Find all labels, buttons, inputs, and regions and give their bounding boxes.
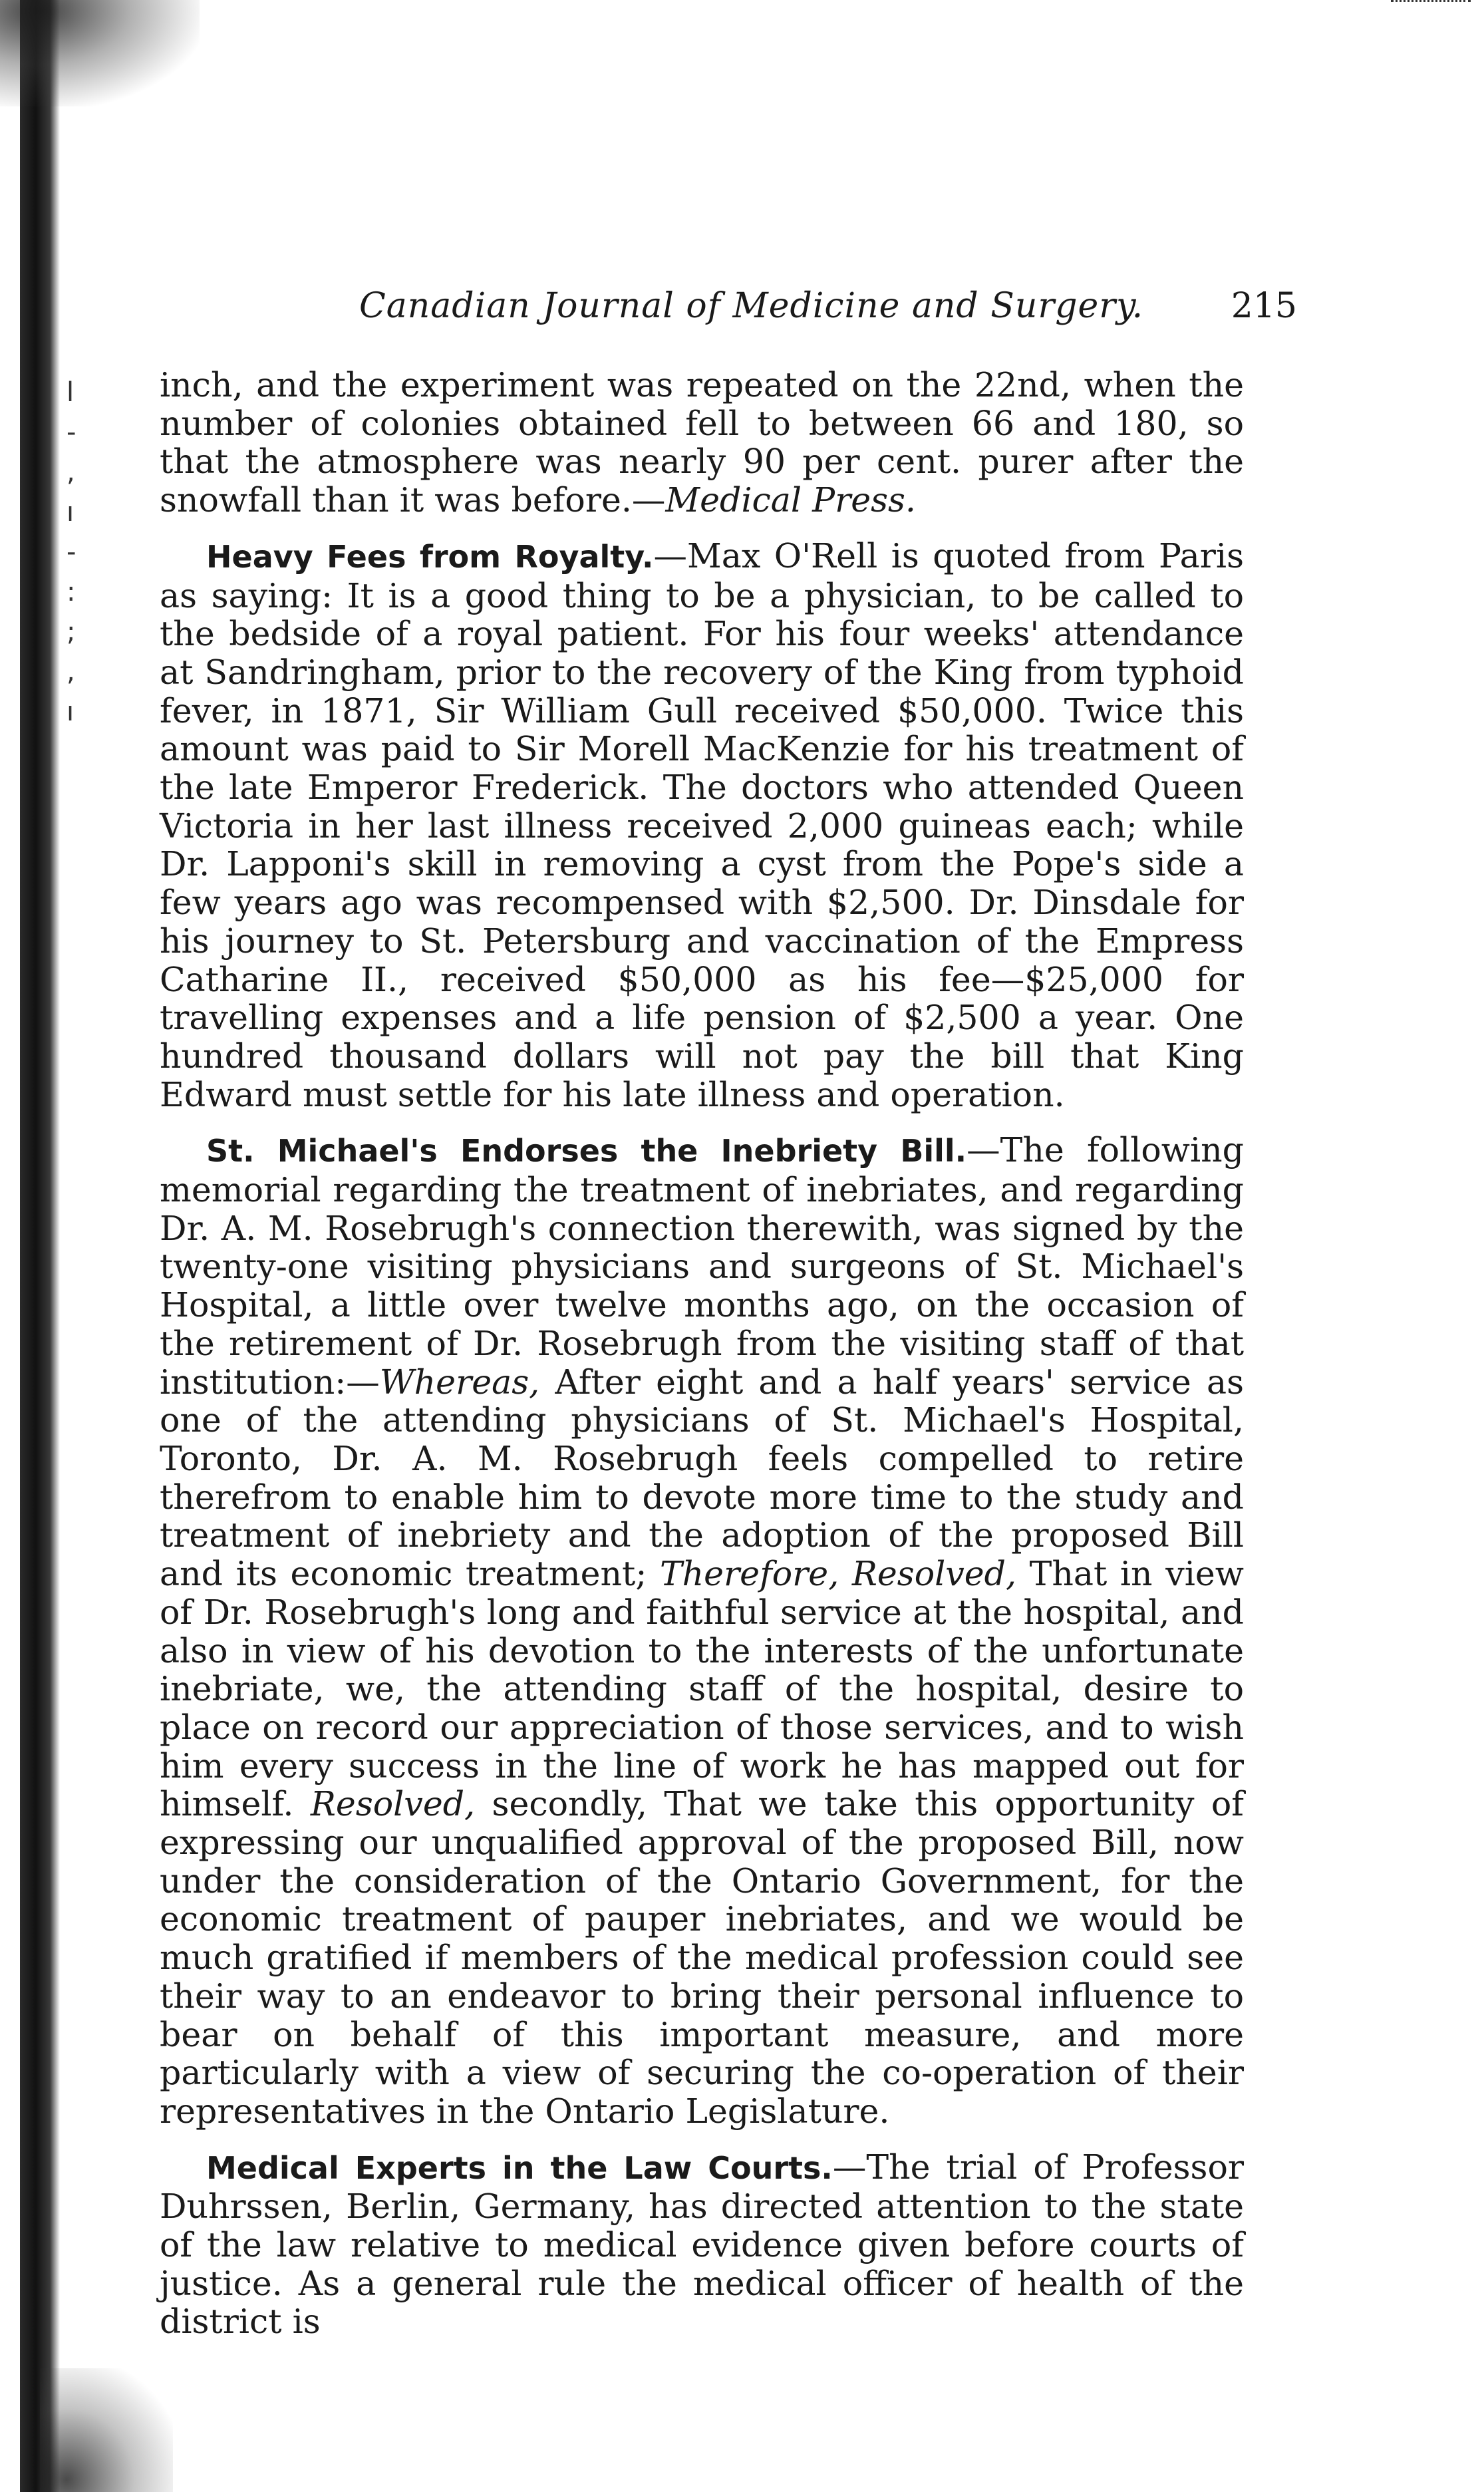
- article-italic: Therefore, Resolved,: [659, 1554, 1017, 1594]
- margin-mark: ı: [67, 697, 74, 727]
- scan-top-smudge: [0, 0, 200, 106]
- scan-corner-mark: [1391, 0, 1471, 13]
- article-heading: Medical Experts in the Law Courts.: [206, 2149, 833, 2186]
- margin-mark: -: [67, 417, 76, 448]
- article-body: [160, 366, 1244, 2358]
- article-text: secondly, That we take this opportunity of expressing our unqualified approval of the proposed Bill, now under the consideration of the Ontario Government, for the economic treatment of pauper inebriates, and we would be much gratified if members of the medical profession could see their way to an endeavor to bring their personal influence to bear on behalf of this important measure, and more particularly with a view of securing the co-operation of their representatives in the Ontario Legislature.: [160, 1784, 1244, 2131]
- article-text: inch, and the experiment was repeated on the 22nd, when the number of colonies obtained fell to between 66 and 180, so that the atmosphere was nearly 90 per cent. purer after the snowfall than it was before.—: [160, 365, 1244, 520]
- article-text: —The following memorial regarding the treatment of inebriates, and regarding Dr. A. M. Rosebrugh's connection therewith, was signed by the twenty-one visiting physicians and surgeons of St. Michael's Hospital, a little over twelve months ago, on the occasion of the retirement of Dr. Rosebrugh from the visiting staff of that institution:—: [160, 1130, 1244, 1402]
- article-heading: St. Michael's Endorses the Inebriety Bill.: [206, 1133, 967, 1169]
- article-medical-experts: [160, 2148, 1244, 2342]
- margin-marks: [67, 373, 86, 732]
- article-heavy-fees: [160, 537, 1244, 1114]
- article-text: That in view of Dr. Rosebrugh's long and faithful service at the hospital, and also in view of his devotion to the interests of the unfortunate inebriate, we, the attending staff of the hospital, desire to place on record our appreciation of those services, and to wish him every success in the line of work he has mapped out for himself.: [160, 1554, 1244, 1824]
- journal-title: Canadian Journal of Medicine and Surgery.: [359, 286, 1144, 326]
- margin-mark: ;: [67, 617, 76, 647]
- margin-mark: -: [67, 537, 76, 567]
- running-head: [206, 286, 1297, 339]
- article-source: Medical Press.: [665, 480, 916, 520]
- scan-binding-shadow: [20, 0, 60, 2492]
- margin-mark: l: [67, 377, 74, 408]
- margin-mark: ,: [67, 457, 75, 488]
- margin-mark: ,: [67, 657, 75, 687]
- article-continuation: [160, 366, 1244, 520]
- article-heading: Heavy Fees from Royalty.: [206, 538, 654, 575]
- scan-bottom-smudge: [40, 2368, 173, 2492]
- article-text: —The trial of Professor Duhrssen, Berlin, Germany, has directed attention to the state of the law relative to medical evidence given before courts of justice. As a general rule the medical officer of health of the district is: [160, 2147, 1244, 2342]
- article-text: After eight and a half years' service as one of the attending physicians of St. Michael's Hospital, Toronto, Dr. A. M. Rosebrugh feels compelled to retire therefrom to enable him to devote more time to the study and treatment of inebriety and the adoption of the proposed Bill and its economic treatment;: [160, 1362, 1244, 1594]
- article-italic: Resolved,: [310, 1784, 476, 1824]
- page-number: 215: [1231, 286, 1297, 326]
- article-inebriety-bill: [160, 1131, 1244, 2130]
- margin-mark: :: [67, 577, 76, 607]
- article-text: —Max O'Rell is quoted from Paris as saying: It is a good thing to be a physician, to be called to the bedside of a royal patient. For his four weeks' attendance at Sandringham, prior to the recovery of the King from typhoid fever, in 1871, Sir William Gull received $50,000. Twice this amount was paid to Sir Morell MacKenzie for his treatment of the late Emperor Frederick. The doctors who attended Queen Victoria in her last illness received 2,000 guineas each; while Dr. Lapponi's skill in removing a cyst from the Pope's side a few years ago was recompensed with $2,500. Dr. Dinsdale for his journey to St. Petersburg and vaccination of the Empress Catharine II., received $50,000 as his fee—$25,000 for travelling expenses and a life pension of $2,500 a year. One hundred thousand dollars will not pay the bill that King Edward must settle for his late illness and operation.: [160, 536, 1244, 1114]
- article-italic: Whereas,: [379, 1362, 540, 1402]
- margin-mark: ı: [67, 497, 74, 528]
